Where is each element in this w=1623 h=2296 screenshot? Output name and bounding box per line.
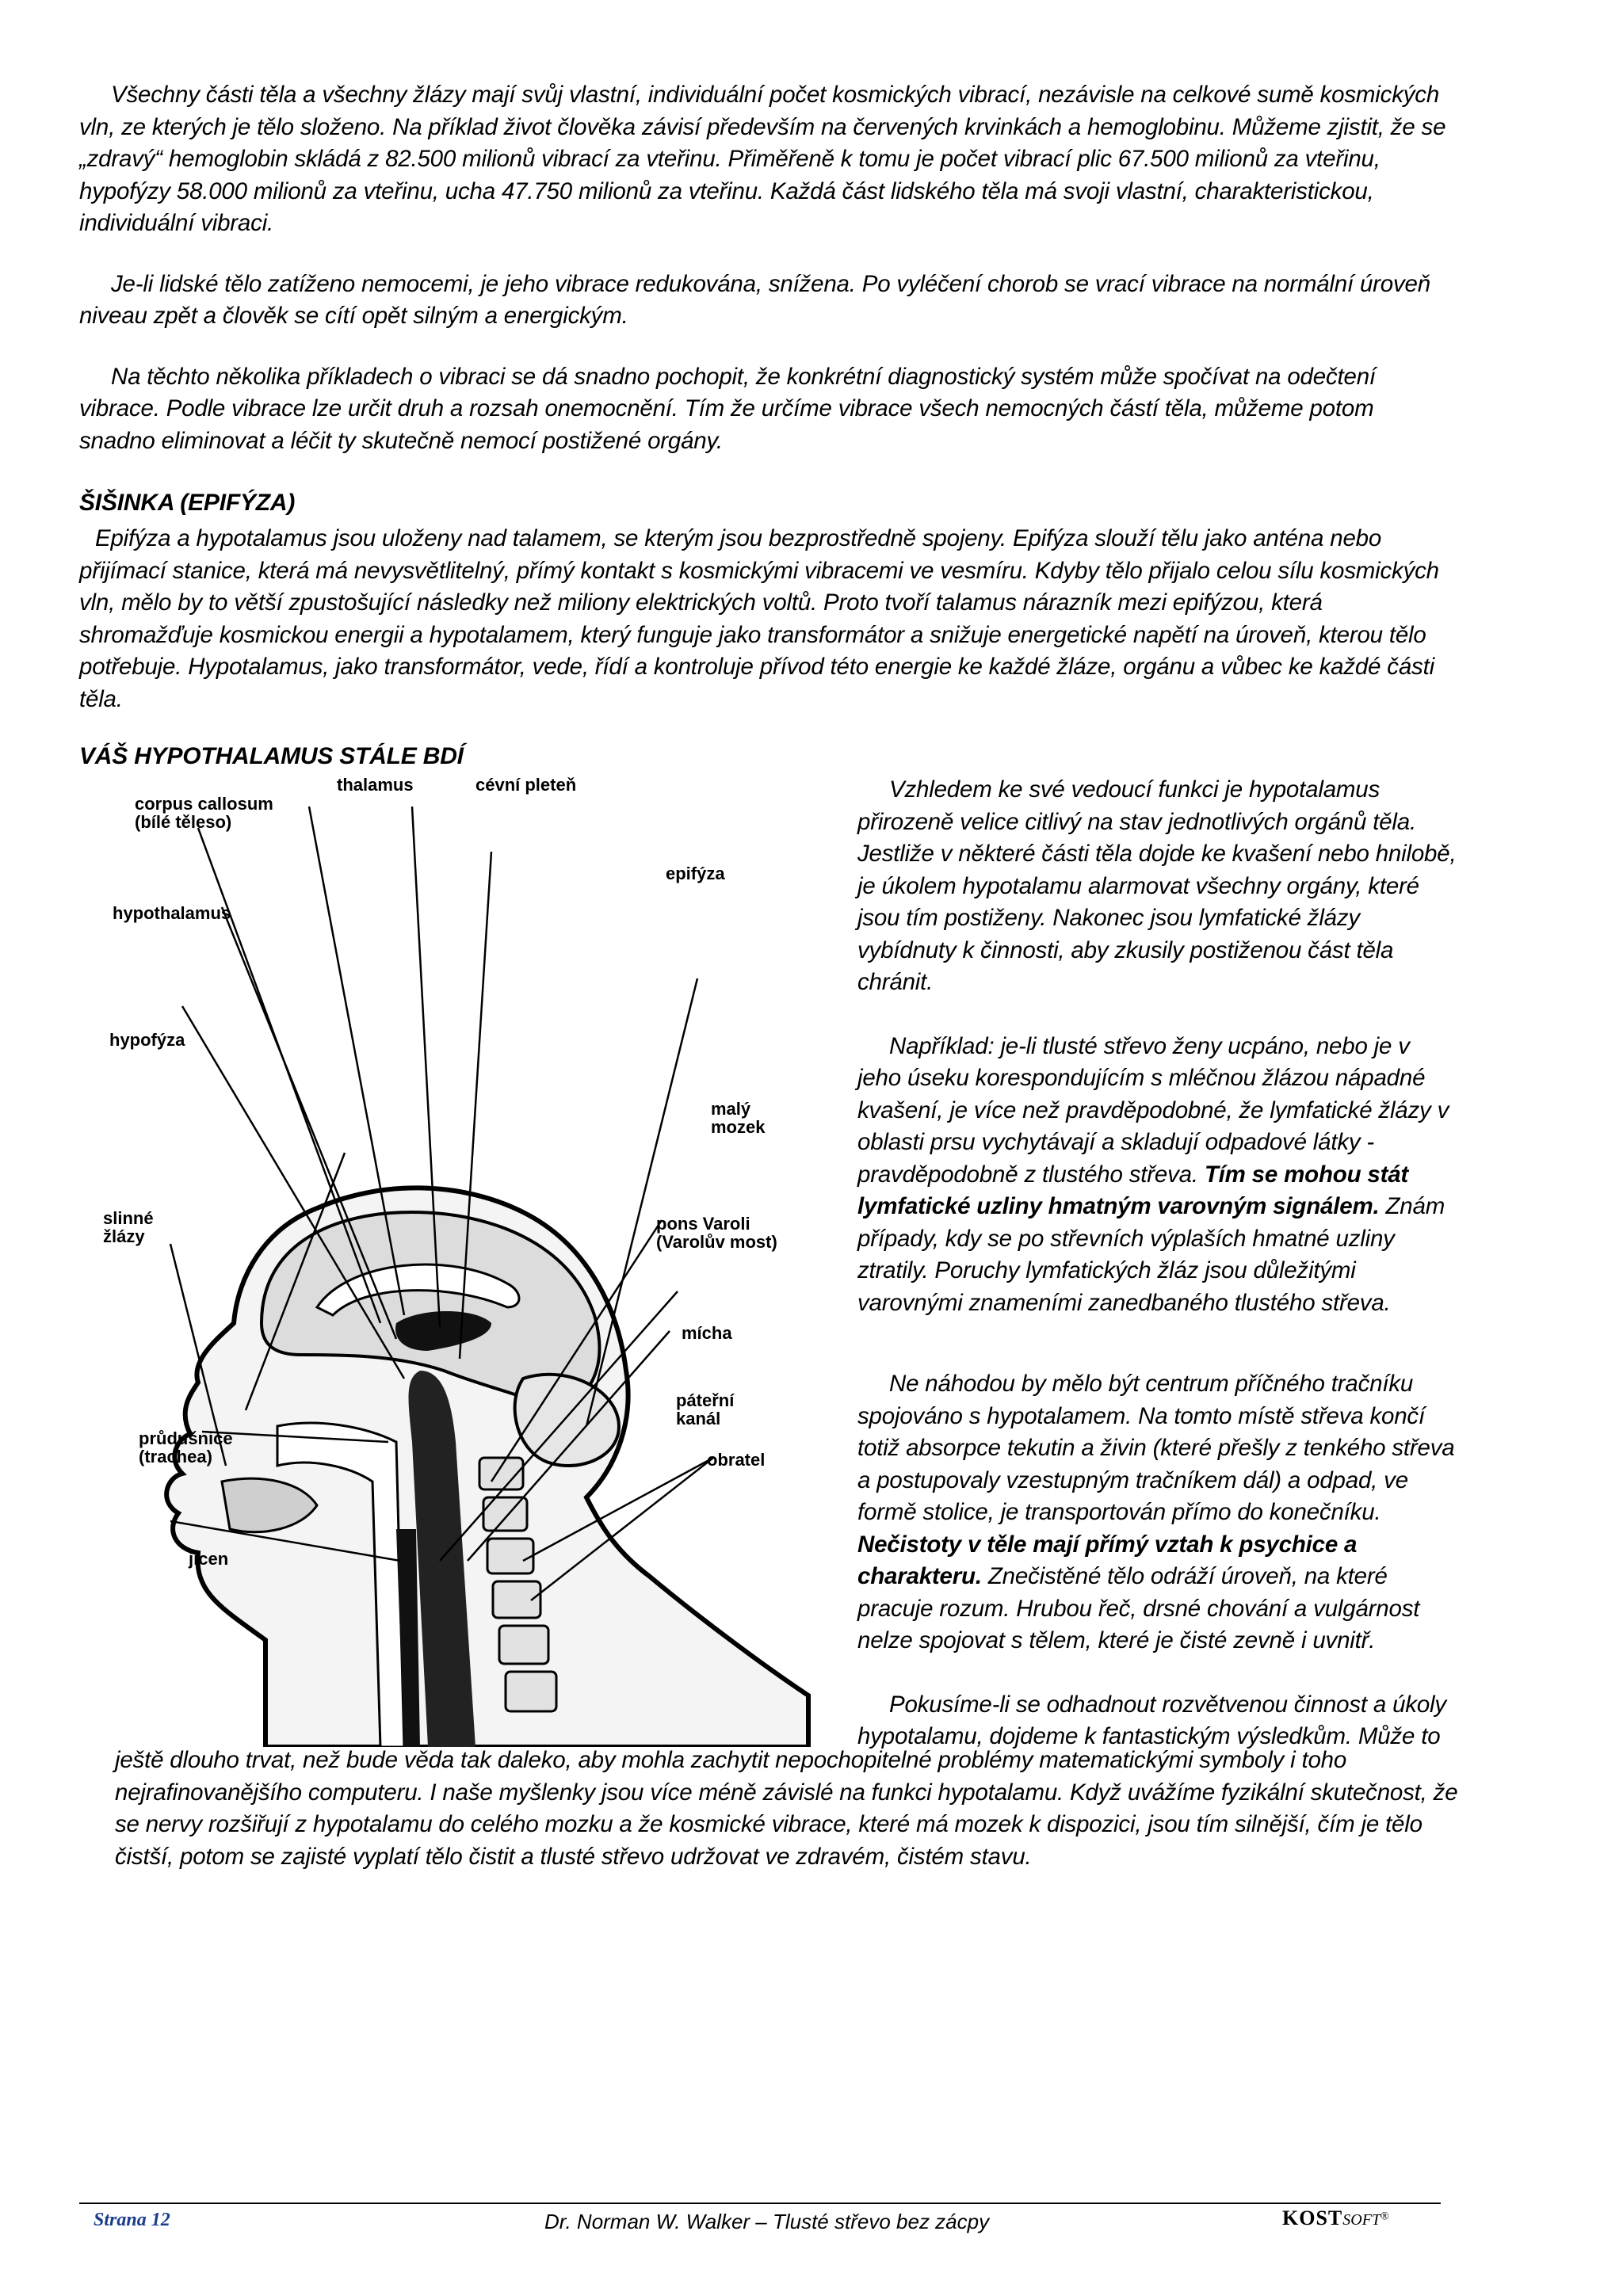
- hypothalamus-paragraph-2: [857, 1031, 1457, 1320]
- label-varoluv-most: (Varolův most): [656, 1232, 777, 1252]
- head-anatomy-diagram: [79, 769, 816, 1747]
- hypothalamus-paragraph-2-b: Znám případy, kdy se po střevních výplaších hmatné uzliny ztratily. Poruchy lymfatických žláz jsou důležitými varovnými znameními zanedbaného tlustého střeva.: [857, 1193, 1445, 1316]
- label-paterni: páteřní: [676, 1390, 735, 1410]
- logo-kost: KOST: [1282, 2206, 1343, 2229]
- logo-soft: SOFT: [1342, 2211, 1381, 2229]
- label-micha: mícha: [682, 1323, 732, 1343]
- intro-text: [79, 79, 1450, 457]
- intro-paragraph-2: Je-li lidské tělo zatíženo nemocemi, je jeho vibrace redukována, snížena. Po vyléčení chorob se vrací vibrace na normální úroveň niveau zpět a člověk se cítí opět silným a energickým.: [79, 270, 1430, 329]
- hypothalamus-paragraph-2-a: Například: je-li tlusté střevo ženy ucpáno, nebo je v jeho úseku korespondujícím s mléčnou žlázou nápadné kvašení, je více než pravděpodobné, že lymfatické žlázy v oblasti prsu vychytávají a skladují odpadové látky - pravděpodobně z tlustého střeva.: [857, 1032, 1449, 1188]
- section-hypothalamus-column: [857, 774, 1457, 1753]
- footer-divider: [79, 2203, 1441, 2204]
- label-mozek: mozek: [711, 1117, 766, 1137]
- epifyza-paragraph: Epifýza a hypotalamus jsou uloženy nad talamem, se kterým jsou bezprostředně spojeny. Epifýza slouží tělu jako anténa nebo přijímací stanice, která má nevysvětlitelný, přímý kontakt s kosmickými vibracemi ve vesmíru. Kdyby tělo přijalo celou sílu kosmických vln, mělo by to větší zpustošující následky než miliony elektrických voltů. Proto tvoří talamus nárazník mezi epifýzou, která shromažďuje kosmickou energii a hypotalamem, který funguje jako transformátor a snižuje energetické napětí na úroveň, kterou tělo potřebuje. Hypotalamus, jako transformátor, vede, řídí a kontroluje přívod této energie ke každé žláze, orgánu a vůbec ke každé části těla.: [79, 525, 1439, 712]
- label-cevni-plet: cévní pleteň: [475, 775, 577, 795]
- label-thalamus: thalamus: [337, 775, 414, 795]
- hypothalamus-paragraph-3: [857, 1368, 1457, 1657]
- hypothalamus-paragraph-3-b: Znečistěné tělo odráží úroveň, na které pracuje rozum. Hrubou řeč, drsné chování a vulgárnost nelze spojovat s tělem, které je čisté zevně i uvnitř.: [857, 1563, 1420, 1653]
- label-prudusnice: průdušnice: [139, 1428, 233, 1448]
- label-corpus-callosum-cz: (bílé těleso): [135, 812, 232, 832]
- hypothalamus-paragraph-3-a: Ne náhodou by mělo být centrum příčného tračníku spojováno s hypotalamem. Na tomto místě střeva končí totiž absorpce tekutin a živin (které přešly z tenkého střeva a postupovaly vzestupným tračníkem dál) a odpad, ve formě stolice, je transportován přímo do konečníku.: [857, 1371, 1455, 1525]
- label-trachea: (trachea): [139, 1447, 212, 1466]
- hypothalamus-paragraph-2-bold: Tím se mohou stát lymfatické uzliny hmatným varovným signálem.: [857, 1161, 1409, 1219]
- head-anatomy-illustration: [79, 769, 816, 1747]
- page-number: Strana 12: [94, 2210, 170, 2230]
- section-heading-epifyza: ŠIŠINKA (EPIFÝZA): [79, 490, 296, 516]
- hypothalamus-paragraph-4: Pokusíme-li se odhadnout rozvětvenou činnost a úkoly hypotalamu, dojdeme k fantastickým výsledkům. Může to: [857, 1691, 1446, 1749]
- label-hypothalamus: hypothalamus: [113, 903, 231, 923]
- hypothalamus-paragraph-4-continued: ještě dlouho trvat, než bude věda tak daleko, aby mohla zachytit nepochopitelné problémy matematickými symboly i toho nejrafinovanějšího computeru. I naše myšlenky jsou více méně závislé na funkci hypotalamu. Když uvážíme fyzikální skutečnost, že se nervy rozšiřují z hypotalamu do celého mozku a že kosmické vibrace, které má mozek k dispozici, jsou tím silnější, čím je tělo čistší, potom se zajisté vyplatí tělo čistit a tlusté střevo udržovat ve zdravém, čistém stavu.: [115, 1747, 1458, 1870]
- intro-paragraph-3: Na těchto několika příkladech o vibraci se dá snadno pochopit, že konkrétní diagnostický systém může spočívat na odečtení vibrace. Podle vibrace lze určit druh a rozsah onemocnění. Tím že určíme vibrace všech nemocných částí těla, můžeme potom snadno eliminovat a léčit ty skutečně nemocí postižené orgány.: [79, 363, 1376, 454]
- section-heading-hypothalamus: VÁŠ HYPOTHALAMUS STÁLE BDÍ: [79, 743, 464, 769]
- logo-registered: ®: [1381, 2210, 1389, 2223]
- label-corpus-callosum: corpus callosum: [135, 794, 273, 814]
- label-pons-varoli: pons Varoli: [656, 1214, 750, 1234]
- footer-title: Dr. Norman W. Walker – Tlusté střevo bez zácpy: [544, 2210, 990, 2233]
- label-jicen: jícen: [189, 1549, 229, 1569]
- publisher-logo: [1282, 2206, 1389, 2230]
- label-maly: malý: [711, 1099, 751, 1119]
- label-kanal: kanál: [676, 1409, 721, 1428]
- hypothalamus-paragraph-3-bold: Nečistoty v těle mají přímý vztah k psychice a charakteru.: [857, 1531, 1358, 1589]
- hypothalamus-paragraph-1: Vzhledem ke své vedoucí funkci je hypotalamus přirozeně velice citlivý na stav jednotlivých orgánů těla. Jestliže v některé části těla dojde ke kvašení nebo hnilobě, je úkolem hypotalamu alarmovat všechny orgány, které jsou tím postiženy. Nakonec jsou lymfatické žlázy vybídnuty k činnosti, aby zkusily postiženou část těla chránit.: [857, 776, 1457, 995]
- label-hypofyza: hypofýza: [109, 1030, 185, 1050]
- label-zlazy: žlázy: [103, 1226, 145, 1246]
- label-slinne: slinné: [103, 1208, 154, 1228]
- label-obratel: obratel: [707, 1450, 766, 1470]
- label-epifyza: epifýza: [666, 864, 725, 883]
- intro-paragraph-1: Všechny části těla a všechny žlázy mají svůj vlastní, individuální počet kosmických vibrací, nezávisle na celkové sumě kosmických vln, ze kterých je tělo složeno. Na příklad život člověka závisí především na červených krvinkách a hemoglobinu. Můžeme zjistit, že se „zdravý“ hemoglobin skládá z 82.500 milionů vibrací za vteřinu. Přiměřeně k tomu je počet vibrací plic 67.500 milionů za vteřinu, hypofýzy 58.000 milionů za vteřinu, ucha 47.750 milionů za vteřinu. Každá část lidského těla má svoji vlastní, charakteristickou, individuální vibraci.: [79, 82, 1446, 236]
- section-hypothalamus-bottom: [115, 1745, 1462, 1873]
- section-epifyza-text: [79, 523, 1450, 715]
